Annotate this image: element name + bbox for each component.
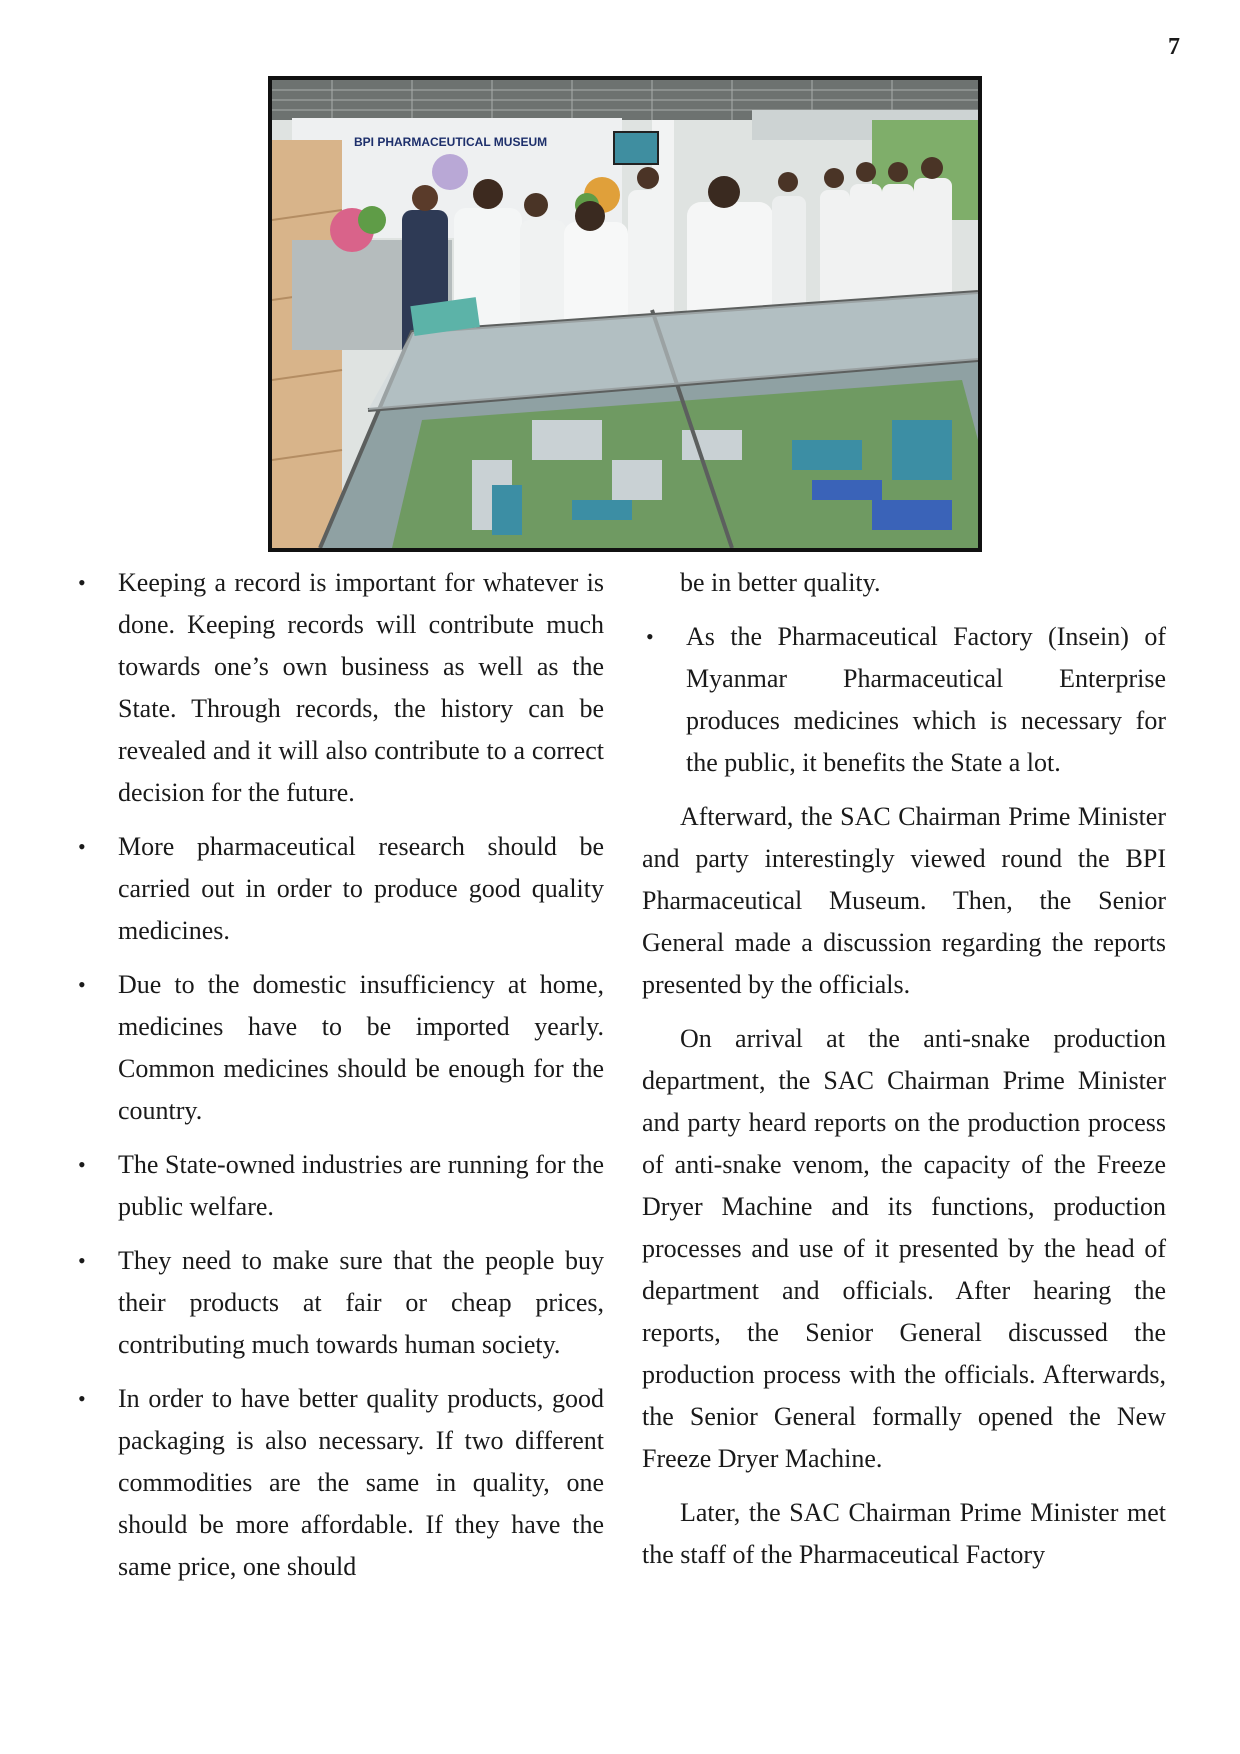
bullet-text: They need to make sure that the people buy their products at fair or cheap prices, contributing much towards human society.	[118, 1246, 604, 1359]
list-item	[74, 1378, 604, 1588]
page-number: 7	[1168, 34, 1180, 60]
bullet-icon: •	[78, 1248, 86, 1273]
list-item	[74, 1240, 604, 1366]
bullet-text: In order to have better quality products, good packaging is also necessary. If two different commodities are the same in quality, one should be more affordable. If they have the same price, one should	[118, 1384, 604, 1581]
bullet-icon: •	[78, 972, 86, 997]
bullet-text: As the Pharmaceutical Factory (Insein) of Myanmar Pharmaceutical Enterprise produces medicines which is necessary for the public, it benefits the State a lot.	[686, 622, 1166, 777]
list-item	[74, 826, 604, 952]
museum-visit-photo	[268, 76, 982, 552]
bullet-text: Keeping a record is important for whatever is done. Keeping records will contribute much towards one’s own business as well as the State. Through records, the history can be revealed and it will also contribute to a correct decision for the future.	[118, 568, 604, 807]
right-column	[642, 562, 1166, 1588]
bullet-icon: •	[78, 570, 86, 595]
continued-bullet-text: be in better quality.	[680, 568, 881, 597]
bullet-icon: •	[78, 834, 86, 859]
bullet-icon: •	[78, 1386, 86, 1411]
list-item	[74, 562, 604, 814]
bullet-text: More pharmaceutical research should be carried out in order to produce good quality medicines.	[118, 832, 604, 945]
photo-illustration	[272, 80, 978, 548]
paragraph: Later, the SAC Chairman Prime Minister met the staff of the Pharmaceutical Factory	[642, 1498, 1166, 1569]
list-item	[74, 964, 604, 1132]
paragraph: Afterward, the SAC Chairman Prime Minister and party interestingly viewed round the BPI Pharmaceutical Museum. Then, the Senior General made a discussion regarding the reports presented by the officials.	[642, 802, 1166, 999]
bullet-text: Due to the domestic insufficiency at home, medicines have to be imported yearly. Common medicines should be enough for the country.	[118, 970, 604, 1125]
paragraph: On arrival at the anti-snake production department, the SAC Chairman Prime Minister and party heard reports on the production process of anti-snake venom, the capacity of the Freeze Dryer Machine and its functions, production processes and use of it presented by the head of department and officials. After hearing the reports, the Senior General discussed the production process with the officials. Afterwards, the Senior General formally opened the New Freeze Dryer Machine.	[642, 1024, 1166, 1473]
list-item	[74, 1144, 604, 1228]
bullet-icon: •	[78, 1152, 86, 1177]
bullet-text: The State-owned industries are running for the public welfare.	[118, 1150, 604, 1221]
bullet-icon: •	[646, 624, 654, 649]
right-bullet-list	[642, 616, 1166, 784]
left-bullet-list	[74, 562, 604, 1588]
museum-sign: BPI PHARMACEUTICAL MUSEUM	[354, 135, 548, 149]
list-item	[642, 616, 1166, 784]
left-column	[74, 562, 604, 1600]
